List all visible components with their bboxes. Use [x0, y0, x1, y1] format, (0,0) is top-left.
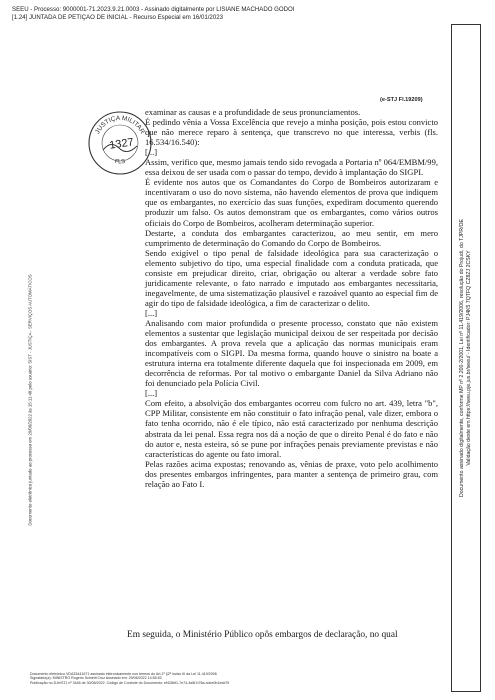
footer-line: Publicação no DJe/STJ nº 3446 de 30/06/2022. Código de Controle do Documento: ef428bf1-7e74-4a5f-b76a-cdce0b1edd75 [30, 680, 230, 685]
validation-line: Validação deste em https://seeu.pje.jus.br/seeu/ - Identificador: PJ4K5 7QTFQ CZ8ZJ 2CSKY [466, 250, 472, 466]
header-process-line: SEEU - Processo: 9000001-71.2023.9.21.0003 - Assinado digitalmente por LISIANE MACHADO GODOI [12, 6, 295, 13]
header-juntada-line: [1.24] JUNTADA DE PETIÇÃO DE INICIAL - Recurso Especial em 16/01/2023 [12, 14, 223, 21]
stj-page-mark: (e-STJ Fl.19209) [380, 97, 423, 103]
svg-text:FLS [114, 159, 125, 166]
signature-line: Documento assinado digitalmente, conforme MP nº 2.200-2/2001, Lei nº 11.419/2006, resolução do Projudi, do TJPR/OE [458, 218, 465, 498]
quote-paragraph: [...] [145, 388, 158, 399]
quote-paragraph: Destarte, a conduta dos embargantes caracterizou, ao meu sentir, em mero cumprimento de determinação do Comando do Corpo de Bombeiros. [145, 227, 438, 248]
document-footer [30, 672, 440, 685]
signature-validation-box [451, 24, 481, 692]
quote-paragraph: [...] [145, 147, 158, 158]
court-stamp [87, 110, 153, 176]
quoted-judgment-text [145, 107, 438, 489]
quote-paragraph: Assim, verifico que, mesmo jamais tendo sido revogada a Portaria nº 064/EMBM/99, essa deixou de ser usada com o passar do tempo, devido à implantação do SIGPI. [145, 157, 438, 178]
quote-paragraph: examinar as causas e a profundidade de seus pronunciamentos. [145, 107, 361, 117]
quote-paragraph: Analisando com maior profundida o presente processo, constato que não existem elementos a sustentar que legislação municipal deixou de ser respeitada por decisão dos embargantes. A prova revela que a aplicação das normas municipais eram incompatíveis com o SIGPI. Da mesma forma, quando houve o sinistro na boate a estrutura interna era totalmente diferente daquela que foi inspecionada em 2009, em decorrência de reformas. Por tal motivo o embargante Daniel da Silva Adriano não foi denunciado pela Polícia Civil. [145, 317, 438, 389]
quote-paragraph: Com efeito, a absolvição dos embargantes ocorreu com fulcro no art. 439, letra "b", CPP Militar, consistente em não constituir o fato infração penal, vale dizer, embora o fato tenha ocorrido, não é ele típico, não está caracterizado por nenhuma descrição abstrata da lei penal. Essa regra nos dá a noção de que o direito Penal é do fato e não do autor e, nesta esteira, só se pune por infrações penais previamente previstas e não características do agente ou fato imoral. [145, 398, 438, 459]
body-text-line: Em seguida, o Ministério Público opôs embargos de declaração, no qual [127, 630, 398, 640]
footer-line: Signatário(a): MINISTRO Rogerio Schietti Cruz Assinado em: 29/06/2022 14:55:53 [30, 676, 162, 681]
quote-paragraph: Sendo exigível o tipo penal de falsidade ideológica para sua caracterização o elemento subjetivo do tipo, uma especial finalidade com a conduta praticada, que consiste em prejudicar direito, criar, obrigação ou alterar a verdade sobre fato juridicamente relevante, o fato narrado e imputado aos embargantes necessitaria, inegavelmente, de uma sistematização plausível e razoável quanto ao especial fim de agir do tipo de falsidade ideológica, a fim de caracterizar o delito. [145, 247, 438, 308]
footer-line: Documento eletrônico VDA33441671 assinado eletronicamente nos termos do Art.1º §2º inciso III da Lei 11.419/2006 [30, 672, 217, 676]
quote-paragraph: É pedindo vênia a Vossa Excelência que revejo a minha posição, pois estou convicto que não merece reparo à sentença, que transcrevo no que interessa, verbis (fls. 16.534/16.540): [145, 117, 438, 148]
stamp-bottom-text: FLS [114, 158, 126, 166]
document-header [12, 6, 452, 22]
quote-paragraph: [...] [145, 307, 158, 318]
quote-paragraph: É evidente nos autos que os Comandantes do Corpo de Bombeiros autorizaram e incentivaram o uso do novo sistema, não havendo elementos de prova que indiquem que os embargantes, no exercício das suas funções, expediram documento querendo produzir um falso. Os autos demonstram que os embargantes, como vários outros oficiais do Corpo de Bombeiros, acolheram determinação superior. [145, 177, 438, 228]
stamp-top-text: JUSTIÇA MILITAR [94, 114, 146, 136]
stamp-number: 1327 [108, 136, 135, 152]
quote-paragraph: Pelas razões acima expostas; renovando as, vênias de praxe, voto pelo acolhimento dos presentes embargos infringentes, para manter a sentença de primeiro grau, com relação ao Fato I. [145, 458, 438, 489]
